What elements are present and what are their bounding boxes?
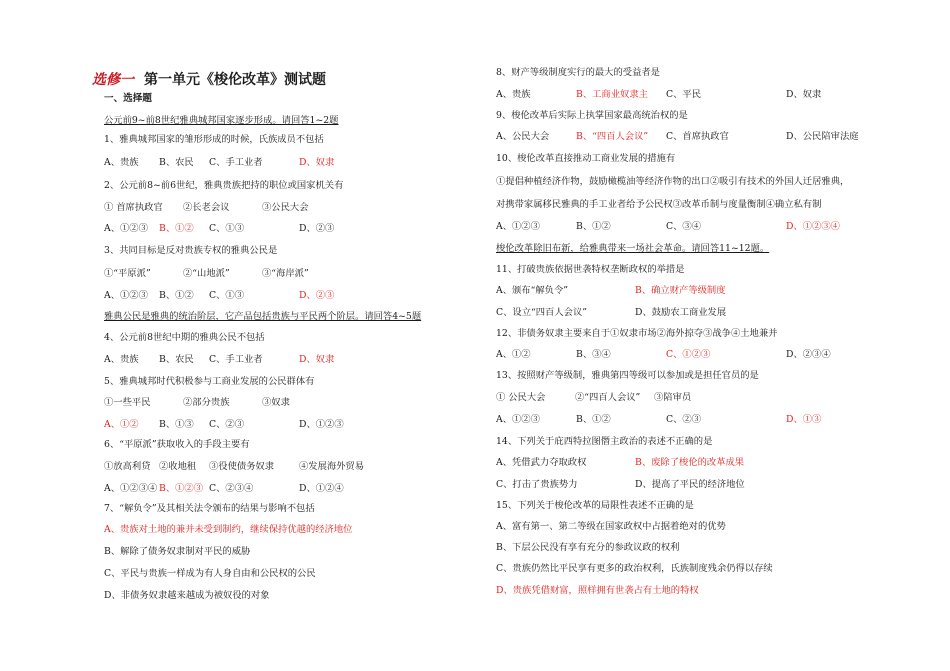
answer-option: B、农民 [159, 354, 194, 365]
question-line [496, 264, 684, 276]
line-text: B、下层公民没有享有充分的参政议政的权利 [496, 542, 680, 553]
question-line [496, 585, 699, 597]
answer-option: ①放高利贷 [104, 461, 151, 472]
answer-option: D、②③ [299, 290, 335, 301]
answer-option: A、贵族 [496, 89, 531, 100]
answer-option: D、奴隶 [299, 354, 335, 365]
answer-option: ②“山地派” [183, 268, 230, 279]
answer-option: A、①②③ [496, 414, 540, 425]
line-text: 公元前9~前8世纪雅典城邦国家逐步形成。请回答1~2题 [104, 115, 339, 126]
question-line [496, 110, 688, 122]
question-line [496, 542, 679, 554]
answer-option: A、公民大会 [496, 131, 550, 142]
answer-option: D、①②③ [299, 419, 344, 430]
section-prompt [496, 243, 769, 255]
question-line [104, 503, 315, 515]
answer-option: D、①②③④ [786, 221, 840, 232]
question-line [496, 199, 821, 211]
answer-option: D、提高了平民的经济地位 [635, 479, 745, 490]
answer-option: D、②③ [299, 223, 335, 234]
line-text: 7、“解负令”及其相关法令颁布的结果与影响不包括 [104, 503, 315, 514]
answer-option: A、贵族 [104, 157, 139, 168]
line-text: B、解除了债务奴隶制对平民的威胁 [104, 546, 251, 557]
answer-option: B、农民 [159, 157, 194, 168]
answer-option: D、鼓励农工商业发展 [635, 307, 727, 318]
answer-option: C、①②③ [666, 349, 711, 360]
line-text: 9、梭伦改革后实际上执掌国家最高统治权的是 [496, 110, 688, 121]
answer-option: B、“四百人会议” [576, 131, 649, 142]
section-prompt [104, 311, 421, 323]
line-text: 6、“平原派”获取收入的手段主要有 [104, 439, 250, 450]
answer-option: C、手工业者 [209, 354, 263, 365]
answer-option: B、①② [576, 221, 611, 232]
answer-option: C、③④ [666, 221, 702, 232]
answer-option: ③“海岸派” [262, 268, 309, 279]
answer-option: ②收地租 [159, 461, 197, 472]
answer-option: B、工商业奴隶主 [576, 89, 648, 100]
question-line [496, 153, 675, 165]
line-text: 对携带家属移民雅典的手工业者给予公民权③改革币制与度量衡制④确立私有制 [496, 199, 822, 210]
question-line [496, 328, 777, 340]
answer-option: ②长老会议 [183, 202, 230, 213]
line-text: 12、非债务奴隶主要来自于①奴隶市场②海外掠夺③战争④土地兼并 [496, 328, 778, 339]
section-heading [104, 93, 152, 105]
question-line [104, 568, 316, 580]
answer-option: A、①② [104, 419, 139, 430]
answer-option: C、平民 [666, 89, 702, 100]
answer-option: C、②③④ [209, 483, 254, 494]
answer-option: B、①②③ [159, 483, 204, 494]
answer-option: A、贵族 [104, 354, 139, 365]
question-line [496, 370, 759, 382]
answer-option: ① 首席执政官 [104, 202, 163, 213]
answer-option: B、确立财产等级制度 [635, 285, 726, 296]
question-line [496, 436, 712, 448]
question-line [496, 176, 849, 188]
answer-option: B、①③ [159, 419, 194, 430]
question-line [104, 524, 352, 536]
answer-option: B、①② [576, 414, 611, 425]
answer-option: ②部分贵族 [183, 397, 230, 408]
answer-option: A、①②③ [104, 223, 148, 234]
line-text: D、非债务奴隶越来越成为被奴役的对象 [104, 590, 270, 601]
question-line [496, 500, 694, 512]
line-text: A、富有第一、第二等级在国家政权中占据着绝对的优势 [496, 521, 726, 532]
answer-option: A、①②③④ [104, 483, 158, 494]
line-text: 8、财产等级制度实行的最大的受益者是 [496, 67, 660, 78]
answer-option: D、奴隶 [299, 157, 335, 168]
answer-option: C、首席执政官 [666, 131, 729, 142]
answer-option: ①“平原派” [104, 268, 151, 279]
answer-option: ③陪审员 [654, 392, 692, 403]
answer-option: ④发展海外贸易 [299, 461, 365, 472]
question-line [104, 546, 250, 558]
line-text: 5、雅典城邦时代积极参与工商业发展的公民群体有 [104, 376, 315, 387]
answer-option: A、①②③ [496, 221, 540, 232]
course-label: 选修一 [92, 72, 134, 88]
line-text: 11、打破贵族依据世袭特权垄断政权的举措是 [496, 264, 685, 275]
question-line [104, 245, 277, 257]
answer-option: D、②③④ [786, 349, 831, 360]
answer-option: B、①② [159, 290, 194, 301]
line-text: C、贵族仍然比平民享有更多的政治权利，氏族制度残余仍得以存续 [496, 563, 773, 574]
line-text: 13、按照财产等级制，雅典第四等级可以参加或是担任官员的是 [496, 370, 759, 381]
question-line [104, 376, 314, 388]
answer-option: A、①②③ [104, 290, 148, 301]
question-line [496, 563, 773, 575]
question-line [496, 521, 726, 533]
answer-option: C、打击了贵族势力 [496, 479, 578, 490]
answer-option: ③役使债务奴隶 [209, 461, 275, 472]
line-text: 梭伦改革除旧布新，给雅典带来一场社会革命。请回答11~12题。 [496, 243, 770, 254]
question-line [104, 180, 343, 192]
line-text: 雅典公民是雅典的统治阶层，它产品包括贵族与平民两个阶层。请回答4~5题 [104, 311, 422, 322]
exam-title-text: 第一单元《梭伦改革》测试题 [144, 72, 326, 88]
answer-option: A、①② [496, 349, 531, 360]
answer-option: D、奴隶 [786, 89, 822, 100]
line-text: 3、共同目标是反对贵族专权的雅典公民是 [104, 245, 278, 256]
answer-option: C、②③ [666, 414, 702, 425]
answer-option: C、设立“四百人会议” [496, 307, 587, 318]
line-text: 4、公元前8世纪中期的雅典公民不包括 [104, 332, 265, 343]
answer-option: ③奴隶 [262, 397, 290, 408]
line-text: D、贵族凭借财富，照样拥有世袭占有土地的特权 [496, 585, 699, 596]
answer-option: ① 公民大会 [496, 392, 546, 403]
question-line [104, 332, 265, 344]
answer-option: B、①② [159, 223, 194, 234]
question-line [104, 590, 270, 602]
line-text: 15、下列关于梭伦改革的局限性表述不正确的是 [496, 500, 694, 511]
answer-option: B、③④ [576, 349, 611, 360]
answer-option: B、废除了梭伦的改革成果 [635, 457, 745, 468]
answer-option: C、②③ [209, 419, 245, 430]
section-prompt [104, 115, 338, 127]
line-text: 10、梭伦改革直接推动工商业发展的措施有 [496, 153, 676, 164]
line-text: A、贵族对土地的兼并未受到制约，继续保持优越的经济地位 [104, 524, 353, 535]
line-text: 一、选择题 [104, 93, 152, 104]
line-text: 1、雅典城邦国家的雏形形成的时候，氏族成员不包括 [104, 134, 324, 145]
answer-option: D、公民陪审法庭 [786, 131, 859, 142]
answer-option: A、凭借武力夺取政权 [496, 457, 587, 468]
question-line [104, 134, 324, 146]
answer-option: ①一些平民 [104, 397, 151, 408]
exam-title [92, 71, 326, 89]
question-line [104, 439, 250, 451]
line-text: 2、公元前8~前6世纪，雅典贵族把持的职位或国家机关有 [104, 180, 344, 191]
line-text: ①提倡种植经济作物，鼓励橄榄油等经济作物的出口②吸引有技术的外国人迁居雅典， [496, 176, 850, 187]
answer-option: D、①②④ [299, 483, 344, 494]
answer-option: C、①③ [209, 290, 245, 301]
answer-option: C、①③ [209, 223, 245, 234]
question-line [496, 67, 660, 79]
answer-option: D、①③ [786, 414, 822, 425]
answer-option: ③公民大会 [262, 202, 309, 213]
line-text: C、平民与贵族一样成为有人身自由和公民权的公民 [104, 568, 316, 579]
answer-option: A、颁布“解负令” [496, 285, 569, 296]
answer-option: C、手工业者 [209, 157, 263, 168]
line-text: 14、下列关于庇西特拉图僭主政治的表述不正确的是 [496, 436, 713, 447]
answer-option: ②“四百人会议” [575, 392, 641, 403]
